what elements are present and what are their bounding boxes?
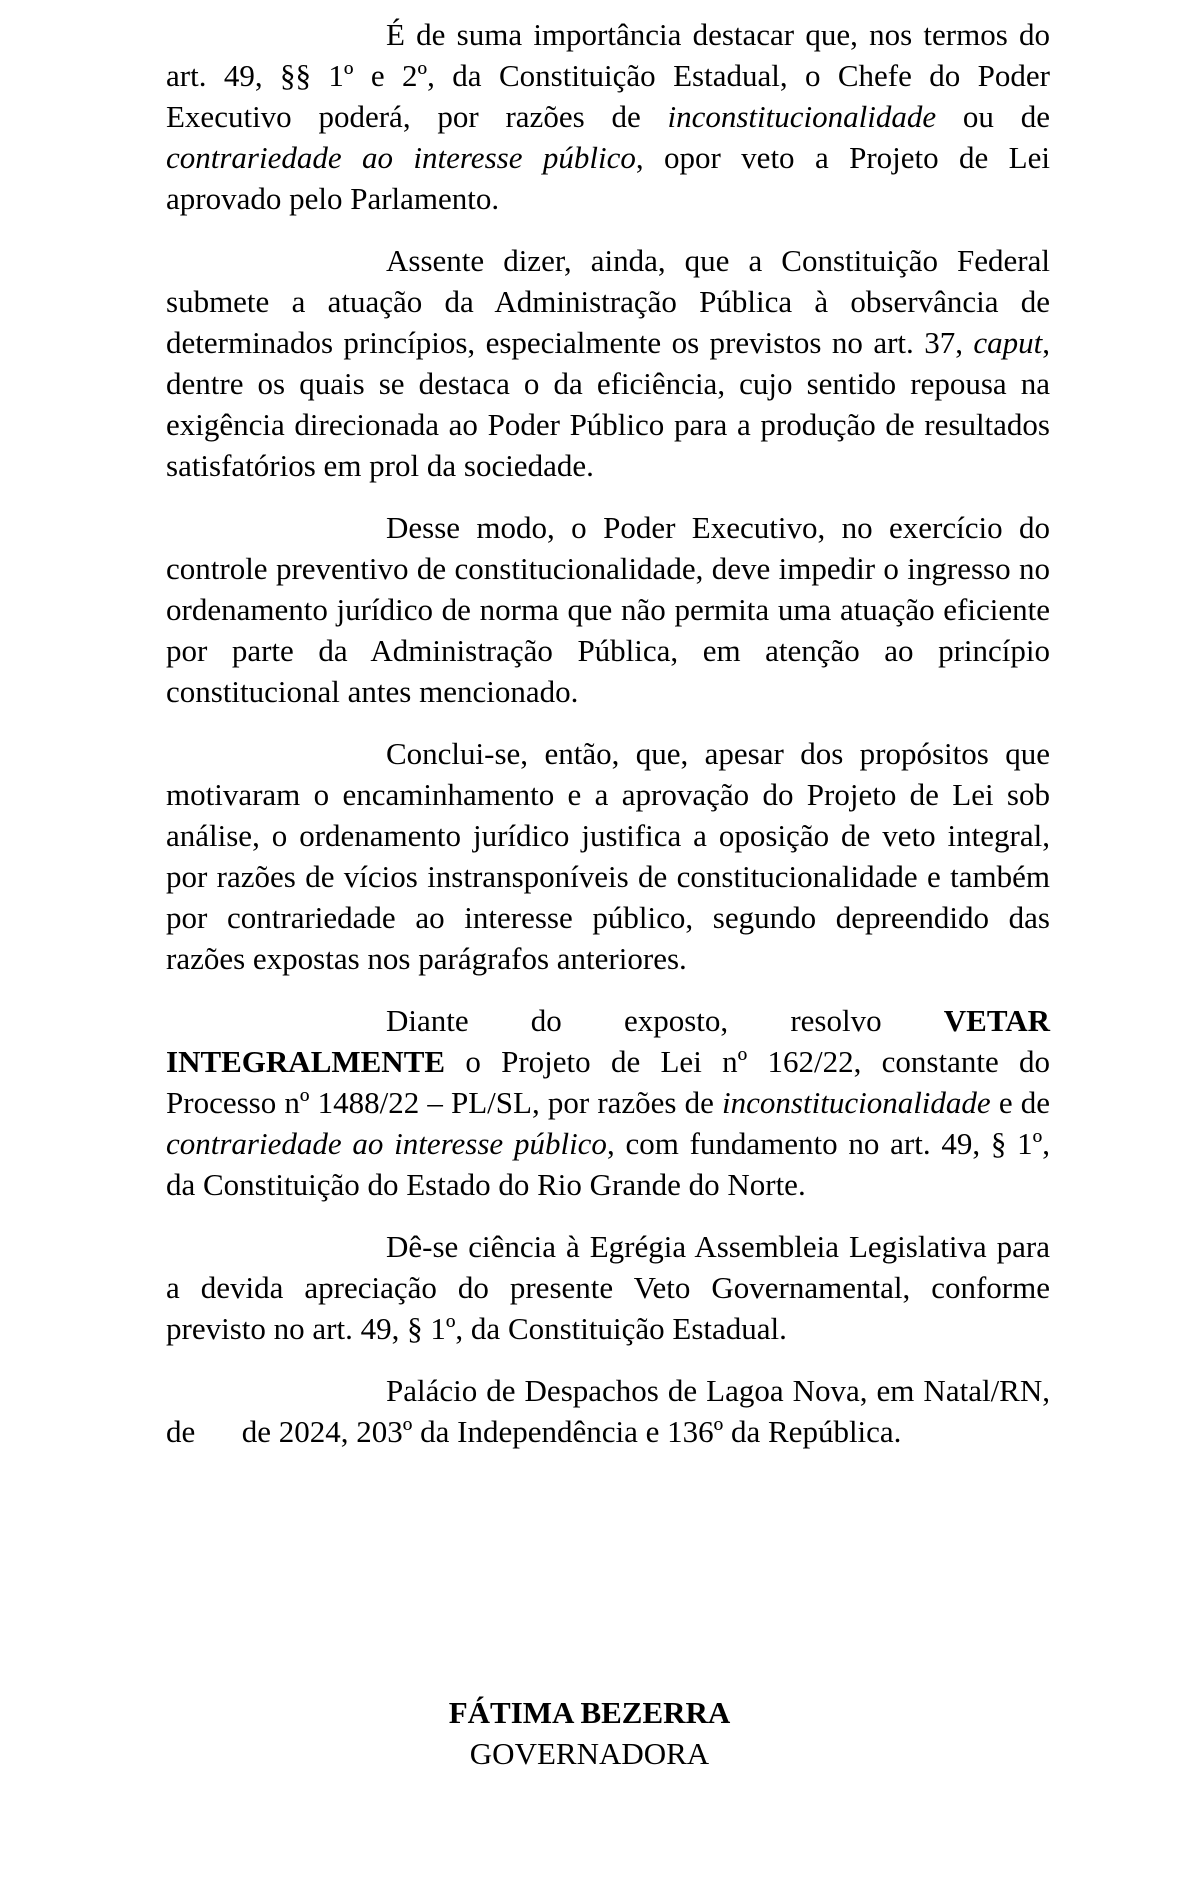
- text-segment: É de suma importância destacar que, nos termos do art. 49, §§ 1º e 2º, da Constituição Estadual, o Chefe do Poder Executivo poderá, por razões de: [166, 17, 1050, 134]
- text-segment: Diante do exposto, resolvo: [386, 1003, 944, 1038]
- text-segment: , opor veto a Projeto de Lei aprovado pelo Parlamento.: [166, 140, 1050, 216]
- italic-term-caput: caput: [973, 325, 1043, 360]
- document-body: [166, 14, 1081, 1452]
- paragraph-efficiency-principle: [166, 240, 1050, 486]
- signatory-name: FÁTIMA BEZERRA: [448, 1695, 731, 1730]
- italic-term-contrariedade: contrariedade ao interesse público: [166, 140, 636, 175]
- text-segment: e de: [990, 1085, 1050, 1120]
- text-segment: Desse modo, o Poder Executivo, no exercício do controle preventivo de constitucionalidade, deve impedir o ingresso no ordenamento jurídico de norma que não permita uma atuação eficiente por parte da Administração Pública, em atenção ao princípio constitucional antes mencionado.: [166, 510, 1050, 709]
- bold-veto-statement: VETAR INTEGRALMENTE: [166, 1003, 1050, 1079]
- text-segment: ou de: [936, 99, 1050, 134]
- text-segment: Conclui-se, então, que, apesar dos propósitos que motivaram o encaminhamento e a aprovação do Projeto de Lei sob análise, o ordenamento jurídico justifica a oposição de veto integral, por razões de vícios instransponíveis de constitucionalidade e também por contrariedade ao interesse público, segundo depreendido das razões expostas nos parágrafos anteriores.: [166, 736, 1050, 976]
- italic-term-contrariedade: contrariedade ao interesse público: [166, 1126, 607, 1161]
- paragraph-preventive-control: [166, 507, 1050, 712]
- signatory-title: GOVERNADORA: [469, 1736, 710, 1771]
- italic-term-inconstitucionalidade: inconstitucionalidade: [722, 1085, 991, 1120]
- paragraph-place-date: [166, 1370, 1081, 1452]
- text-segment: Assente dizer, ainda, que a Constituição Federal submete a atuação da Administração Pública à observância de determinados princípios, especialmente os previstos no art. 37,: [166, 243, 1050, 360]
- paragraph-veto-authority: [166, 14, 1050, 219]
- text-segment: Dê-se ciência à Egrégia Assembleia Legislativa para a devida apreciação do presente Veto Governamental, conforme previsto no art. 49, § 1º, da Constituição Estadual.: [166, 1229, 1050, 1346]
- text-segment: Palácio de Despachos de Lagoa Nova, em Natal/RN, de de 2024, 203º da Independência e 136º da República.: [166, 1373, 1081, 1449]
- paragraph-conclusion: [166, 733, 1050, 979]
- italic-term-inconstitucionalidade: inconstitucionalidade: [667, 99, 937, 134]
- text-segment: , dentre os quais se destaca o da eficiência, cujo sentido repousa na exigência direcionada ao Poder Público para a produção de resultados satisfatórios em prol da sociedade.: [166, 325, 1050, 483]
- paragraph-assembly-notice: [166, 1226, 1050, 1349]
- paragraph-veto-decision: [166, 1000, 1050, 1205]
- text-segment: , com fundamento no art. 49, § 1º, da Constituição do Estado do Rio Grande do Norte.: [166, 1126, 1050, 1202]
- signature-block: [0, 1692, 1179, 1774]
- text-segment: o Projeto de Lei nº 162/22, constante do Processo nº 1488/22 – PL/SL, por razões de: [166, 1044, 1050, 1120]
